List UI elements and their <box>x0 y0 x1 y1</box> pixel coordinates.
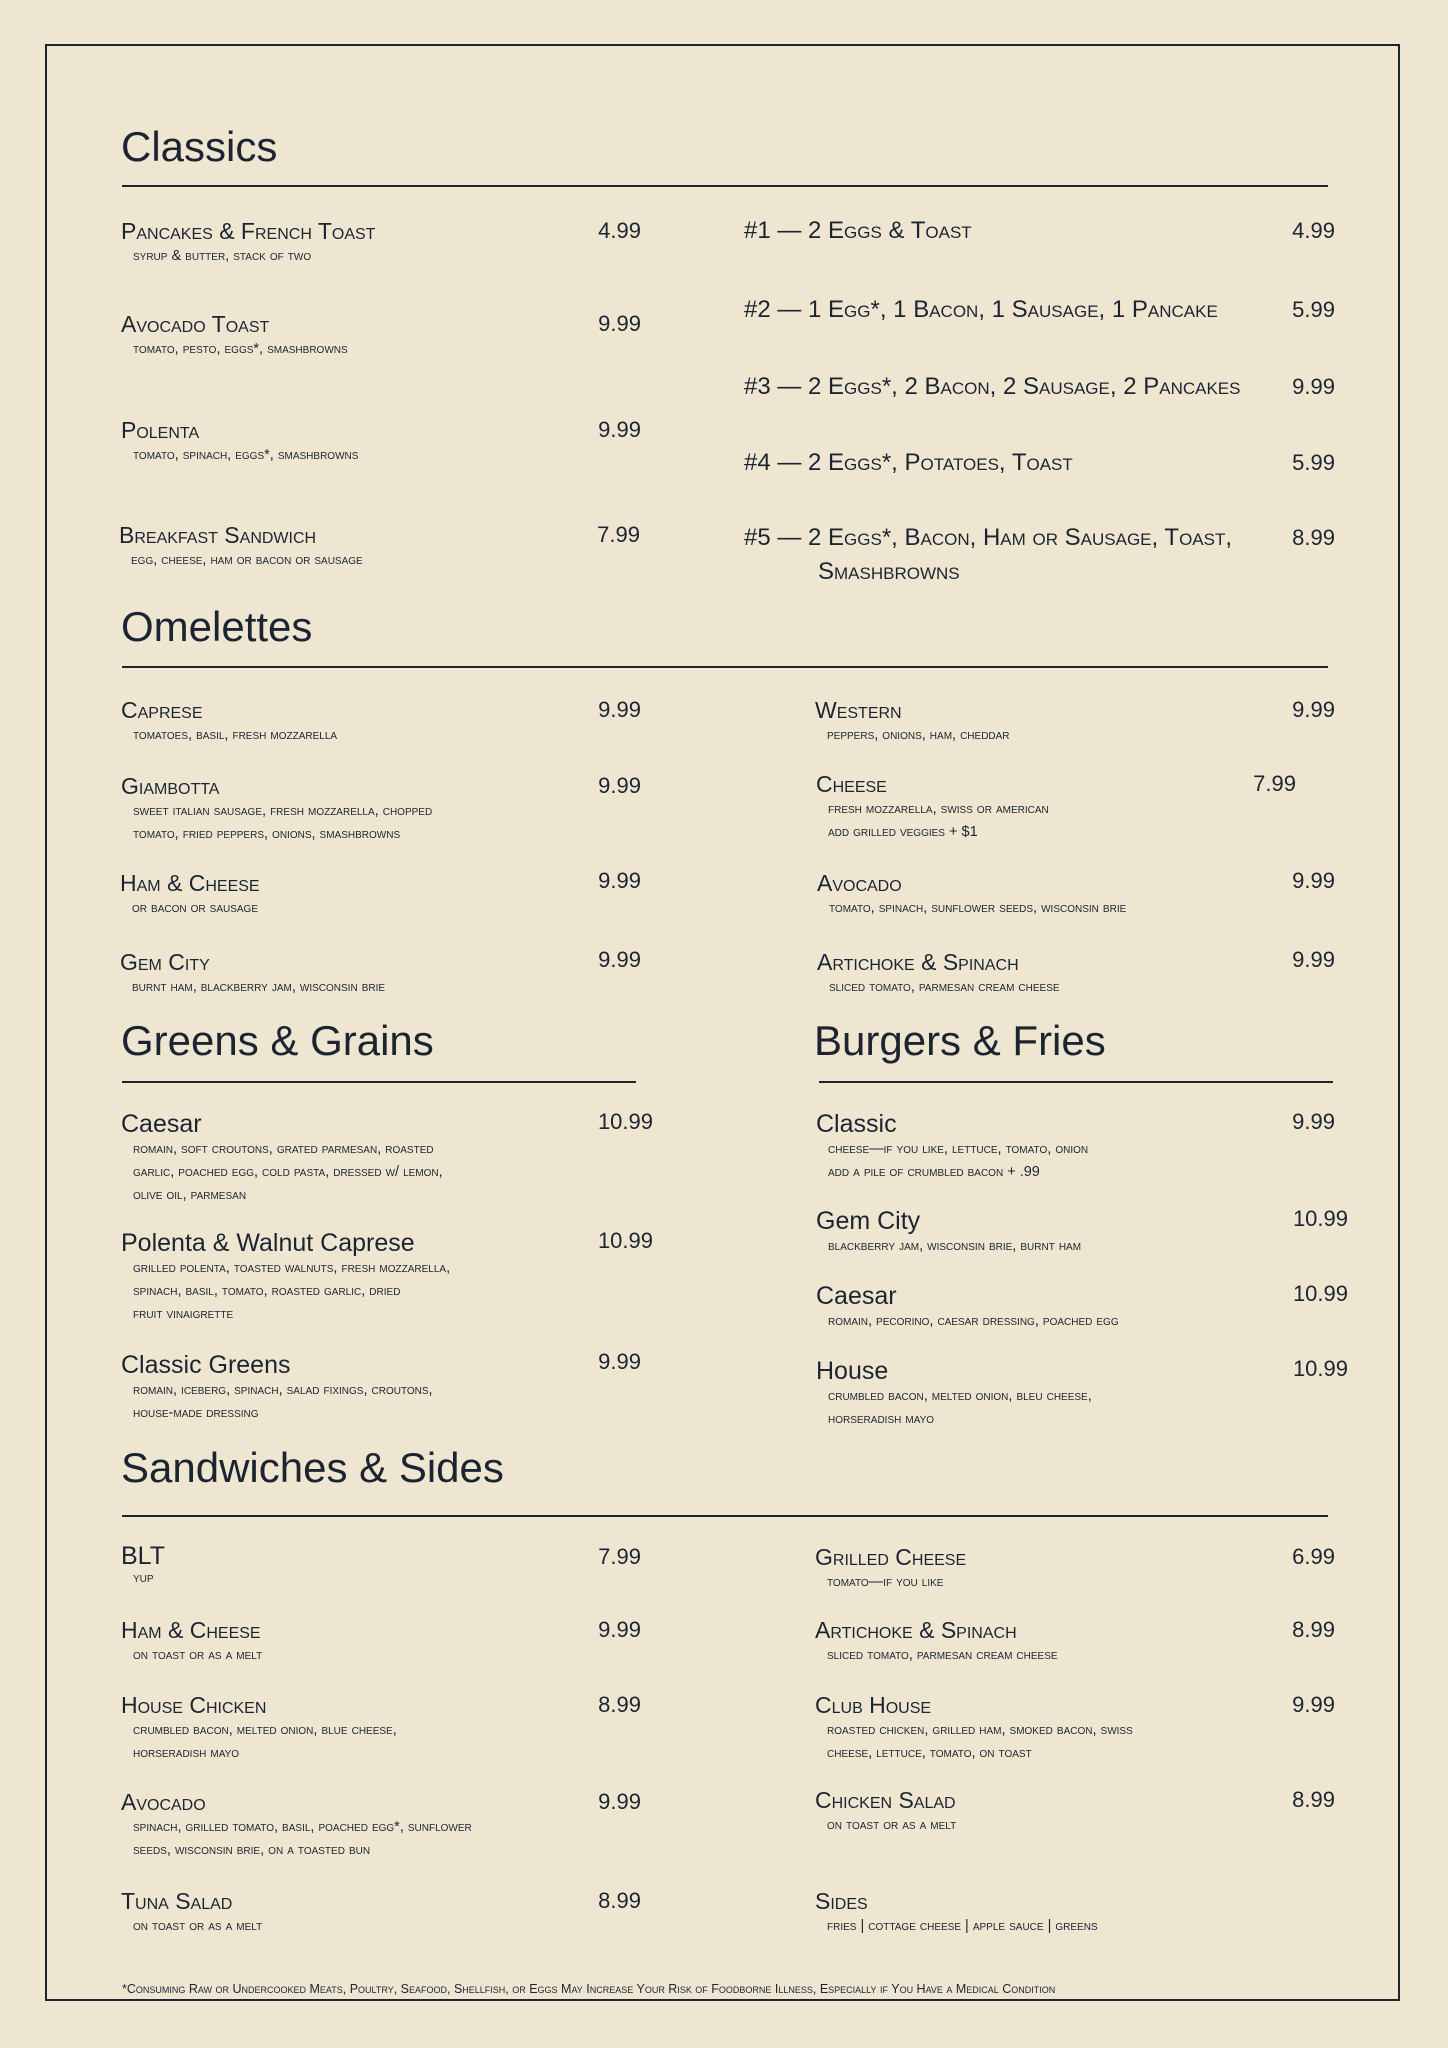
item-name: Tuna Salad <box>121 1888 233 1914</box>
item-name: Polenta <box>121 417 200 443</box>
item-desc: add a pile of crumbled bacon + .99 <box>828 1164 1040 1180</box>
item-desc: egg, cheese, ham or bacon or sausage <box>131 552 363 568</box>
item-desc: tomato, fried peppers, onions, smashbrowns <box>133 826 401 842</box>
item-desc: garlic, poached egg, cold pasta, dressed w/ lemon, <box>133 1164 443 1180</box>
divider-classics <box>122 185 1328 187</box>
item-name: Caesar <box>121 1110 202 1138</box>
item-name: Western <box>815 697 902 723</box>
item-price: 9.99 <box>1292 868 1335 893</box>
item-price: 9.99 <box>1292 1692 1335 1717</box>
item-desc: spinach, grilled tomato, basil, poached egg*, sunflower <box>133 1819 472 1835</box>
menu-item <box>119 521 363 572</box>
item-desc: fries | cottage cheese | apple sauce | greens <box>827 1918 1098 1934</box>
item-price: 9.99 <box>598 773 641 798</box>
menu-item <box>815 1691 1133 1765</box>
item-desc: spinach, basil, tomato, roasted garlic, dried <box>133 1283 401 1299</box>
menu-item <box>121 1887 262 1938</box>
item-price: 10.99 <box>1292 1206 1348 1231</box>
item-price: 9.99 <box>598 947 641 972</box>
menu-item <box>121 217 375 268</box>
item-desc: romain, soft croutons, grated parmesan, roasted <box>133 1141 434 1157</box>
menu-item <box>121 772 432 846</box>
item-price: 8.99 <box>598 1692 641 1717</box>
item-name: Breakfast Sandwich <box>119 522 317 548</box>
item-desc: cheese, lettuce, tomato, on toast <box>827 1745 1032 1761</box>
combo-name-continued: Smashbrowns <box>818 558 960 585</box>
menu-item <box>816 1110 1088 1184</box>
menu-item <box>120 948 385 999</box>
combo-name: #4 — 2 Eggs*, Potatoes, Toast <box>744 449 1073 476</box>
menu-item <box>815 696 1010 747</box>
item-desc: syrup & butter, stack of two <box>133 248 312 264</box>
combo-price: 9.99 <box>1292 374 1335 399</box>
item-price: 10.99 <box>597 1228 653 1253</box>
item-desc: tomatoes, basil, fresh mozzarella <box>133 727 338 743</box>
item-name: Caesar <box>816 1282 897 1310</box>
menu-item <box>121 696 337 747</box>
item-name: Avocado Toast <box>121 311 270 337</box>
item-price: 7.99 <box>1253 771 1296 796</box>
menu-item <box>815 1543 966 1594</box>
item-name: Gem City <box>120 949 210 975</box>
section-title-classics: Classics <box>121 123 278 170</box>
menu-item <box>121 1788 472 1862</box>
item-desc: crumbled bacon, melted onion, blue cheese, <box>133 1722 397 1738</box>
item-price: 9.99 <box>598 417 641 442</box>
item-desc: sliced tomato, parmesan cream cheese <box>829 979 1060 995</box>
item-desc: tomato, spinach, sunflower seeds, wisconsin brie <box>829 900 1127 916</box>
menu-item <box>121 1542 165 1586</box>
item-desc: or bacon or sausage <box>132 900 258 916</box>
item-price: 9.99 <box>1292 1109 1335 1134</box>
item-desc: romain, pecorino, caesar dressing, poached egg <box>828 1313 1119 1329</box>
item-name: Artichoke & Spinach <box>817 949 1019 975</box>
item-price: 4.99 <box>598 218 641 243</box>
item-name: Grilled Cheese <box>815 1544 967 1570</box>
menu-item <box>121 1691 397 1765</box>
item-desc: blackberry jam, wisconsin brie, burnt ham <box>828 1238 1082 1254</box>
menu-item <box>121 1110 443 1207</box>
item-desc: on toast or as a melt <box>827 1817 957 1833</box>
item-desc: burnt ham, blackberry jam, wisconsin brie <box>132 979 386 995</box>
menu-item <box>120 869 260 920</box>
item-desc: tomato—if you like <box>827 1574 944 1590</box>
item-desc: add grilled veggies + $1 <box>828 824 978 840</box>
menu-item <box>815 1616 1058 1667</box>
divider-burgers-fries <box>819 1081 1333 1083</box>
combo-name: #1 — 2 Eggs & Toast <box>744 217 972 244</box>
item-desc: on toast or as a melt <box>133 1647 263 1663</box>
item-name: Ham & Cheese <box>120 870 260 896</box>
combo-price: 4.99 <box>1292 218 1335 243</box>
menu-item <box>121 1616 262 1667</box>
divider-greens-grains <box>122 1081 636 1083</box>
item-name: Artichoke & Spinach <box>815 1617 1017 1643</box>
section-title-sandwiches-sides: Sandwiches & Sides <box>121 1444 504 1491</box>
menu-item <box>816 1207 1081 1258</box>
item-price: 6.99 <box>1292 1544 1335 1569</box>
item-price: 9.99 <box>1292 697 1335 722</box>
menu-item <box>817 948 1060 999</box>
item-price: 8.99 <box>1292 1787 1335 1812</box>
item-price: 9.99 <box>1292 947 1335 972</box>
item-price: 9.99 <box>598 311 641 336</box>
health-disclaimer: *Consuming Raw or Undercooked Meats, Poultry, Seafood, Shellfish, or Eggs May Increase Your Risk of Foodborne Illness, Especially if You Have a Medical Condition <box>122 1982 1056 1996</box>
menu-item <box>815 1887 1098 1938</box>
item-desc: tomato, pesto, eggs*, smashbrowns <box>133 341 348 357</box>
item-price: 10.99 <box>597 1109 653 1134</box>
item-desc: grilled polenta, toasted walnuts, fresh mozzarella, <box>133 1260 451 1276</box>
item-desc: horseradish mayo <box>828 1411 935 1427</box>
item-name: Classic Greens <box>121 1351 291 1379</box>
section-title-greens-grains: Greens & Grains <box>121 1017 434 1064</box>
divider-omelettes <box>122 666 1328 668</box>
item-name: House <box>816 1357 889 1385</box>
item-name: Club House <box>815 1692 932 1718</box>
menu-item <box>815 1786 956 1837</box>
combo-name: #2 — 1 Egg*, 1 Bacon, 1 Sausage, 1 Pancake <box>744 296 1218 323</box>
combo-price: 8.99 <box>1292 525 1335 550</box>
item-desc: seeds, wisconsin brie, on a toasted bun <box>133 1842 371 1858</box>
combo-price: 5.99 <box>1292 450 1335 475</box>
item-name: Caprese <box>121 697 203 723</box>
item-desc: tomato, spinach, eggs*, smashbrowns <box>133 447 359 463</box>
item-price: 9.99 <box>598 1617 641 1642</box>
menu-item <box>816 1357 1092 1431</box>
item-price: 9.99 <box>598 1789 641 1814</box>
menu-item <box>817 869 1126 920</box>
item-desc: roasted chicken, grilled ham, smoked bacon, swiss <box>827 1722 1133 1738</box>
item-desc: sweet italian sausage, fresh mozzarella, chopped <box>133 803 433 819</box>
menu-item <box>121 310 348 361</box>
item-price: 9.99 <box>598 868 641 893</box>
menu-item <box>816 770 1049 844</box>
item-price: 8.99 <box>598 1888 641 1913</box>
item-name: Sides <box>815 1888 868 1914</box>
menu-item <box>816 1282 1119 1333</box>
item-desc: on toast or as a melt <box>133 1918 263 1934</box>
item-name: Pancakes & French Toast <box>121 218 376 244</box>
item-price: 7.99 <box>598 1544 641 1569</box>
item-desc: sliced tomato, parmesan cream cheese <box>827 1647 1058 1663</box>
item-desc: olive oil, parmesan <box>133 1187 247 1203</box>
combo-price: 5.99 <box>1292 297 1335 322</box>
item-name: Cheese <box>816 771 887 797</box>
item-desc: romain, iceberg, spinach, salad fixings, croutons, <box>133 1382 433 1398</box>
item-name: Avocado <box>121 1789 206 1815</box>
item-price: 9.99 <box>598 1349 641 1374</box>
section-title-omelettes: Omelettes <box>121 603 313 650</box>
item-name: Giambotta <box>121 773 220 799</box>
menu-item <box>121 416 358 467</box>
item-desc: fruit vinaigrette <box>133 1306 234 1322</box>
item-desc: crumbled bacon, melted onion, bleu cheese, <box>828 1388 1092 1404</box>
item-desc: horseradish mayo <box>133 1745 240 1761</box>
item-price: 10.99 <box>1292 1281 1348 1306</box>
menu-item <box>121 1229 450 1326</box>
menu-item <box>121 1351 433 1425</box>
divider-sandwiches-sides <box>122 1515 1328 1517</box>
combo-item <box>744 521 1232 589</box>
item-desc: cheese—if you like, lettuce, tomato, onion <box>828 1141 1089 1157</box>
item-price: 10.99 <box>1292 1356 1348 1381</box>
combo-name: #5 — 2 Eggs*, Bacon, Ham or Sausage, Toast, <box>744 524 1233 551</box>
item-price: 7.99 <box>597 522 640 547</box>
item-price: 8.99 <box>1292 1617 1335 1642</box>
item-name: Gem City <box>816 1207 921 1235</box>
section-title-burgers-fries: Burgers & Fries <box>814 1017 1106 1064</box>
item-price: 9.99 <box>598 697 641 722</box>
item-name: Avocado <box>817 870 902 896</box>
item-name: Classic <box>816 1110 897 1138</box>
item-name: Chicken Salad <box>815 1787 956 1813</box>
item-name: House Chicken <box>121 1692 267 1718</box>
item-name: BLT <box>121 1542 165 1570</box>
item-desc: fresh mozzarella, swiss or american <box>828 801 1049 817</box>
item-name: Polenta & Walnut Caprese <box>121 1229 415 1257</box>
item-desc: yup <box>133 1570 154 1586</box>
combo-name: #3 — 2 Eggs*, 2 Bacon, 2 Sausage, 2 Pancakes <box>744 373 1241 400</box>
item-desc: house-made dressing <box>133 1405 259 1421</box>
item-name: Ham & Cheese <box>121 1617 261 1643</box>
item-desc: peppers, onions, ham, cheddar <box>827 727 1010 743</box>
